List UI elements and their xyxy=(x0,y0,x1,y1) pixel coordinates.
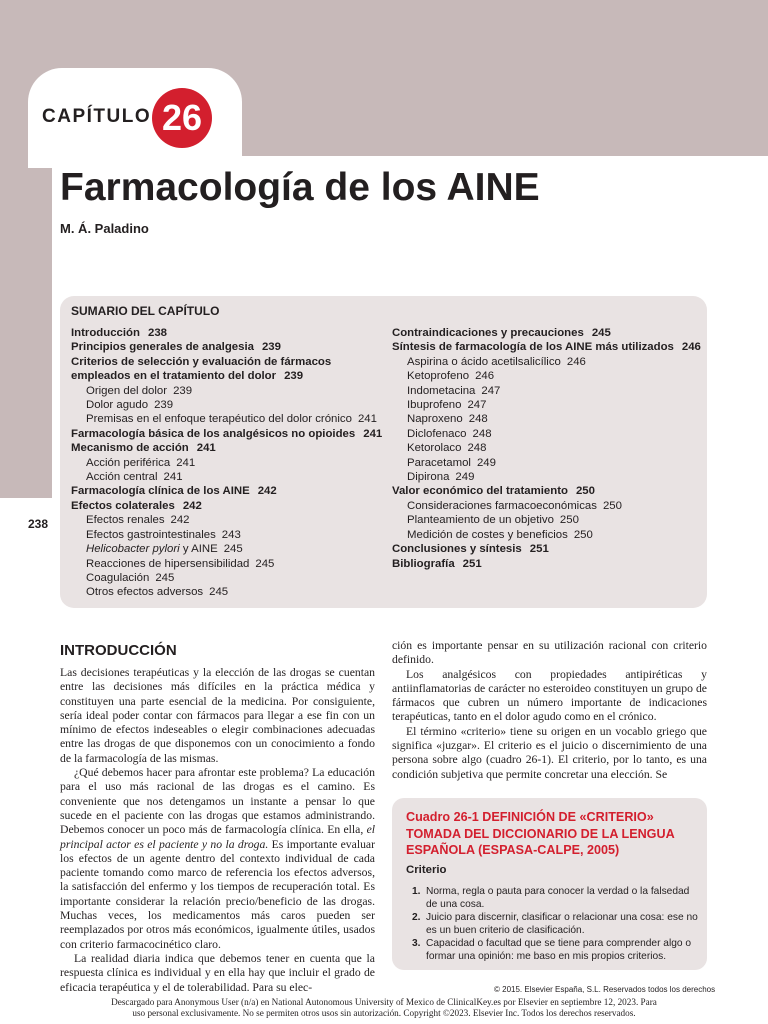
summary-entry-page: 239 xyxy=(284,370,304,383)
summary-entry-label: Farmacología básica de los analgésicos no opioides xyxy=(71,427,356,440)
summary-entry xyxy=(392,456,702,470)
summary-entry-page: 246 xyxy=(475,370,495,383)
summary-entry-label: Consideraciones farmacoeconómicas xyxy=(407,499,597,512)
summary-entry xyxy=(392,557,702,571)
summary-entry-label: Contraindicaciones y precauciones xyxy=(392,327,584,339)
summary-entry-label: Diclofenaco xyxy=(407,427,467,440)
summary-entry xyxy=(71,499,391,513)
summary-entry-label: Dolor agudo xyxy=(86,399,149,412)
chapter-number-badge: 26 xyxy=(152,88,212,148)
body-column-left xyxy=(60,666,375,995)
summary-entry xyxy=(392,326,702,340)
summary-entry-page: 246 xyxy=(566,355,586,368)
summary-entry-page: 245 xyxy=(255,557,275,570)
summary-entry-page: 241 xyxy=(363,427,383,440)
summary-entry xyxy=(392,513,702,527)
summary-entry-page: 246 xyxy=(681,341,701,354)
summary-entry xyxy=(392,441,702,455)
summary-entry-label: Helicobacter pylori y AINE xyxy=(86,543,218,556)
summary-entry-page: 241 xyxy=(176,456,196,469)
summary-entry-label: Indometacina xyxy=(407,384,476,397)
summary-entry xyxy=(392,542,702,556)
definition-item-number: 3. xyxy=(412,938,421,950)
summary-entry xyxy=(71,355,391,384)
paragraph: Las decisiones terapéuticas y la elección de las drogas se cuentan entre las decisiones más difíciles en la práctica médica y constituyen una parte esencial de la medicina. Por consiguiente, sería ideal poder contar con fármacos para llegar a ese fin con un mínimo de efectos indeseables o elegir combinaciones adecuadas entre las drogas de que disponemos con un conocimiento a fondo de la farmacología de las mismas. xyxy=(60,666,375,765)
summary-entry-page: 242 xyxy=(257,485,277,498)
summary-entry-page: 250 xyxy=(559,514,579,527)
paragraph: La realidad diaria indica que debemos tener en cuenta que la respuesta clínica es individual y en ella hay que incluir el grado de eficacia terapéutica y el de tolerabilidad. Para su elec- xyxy=(60,951,375,994)
summary-entry-page: 248 xyxy=(472,427,492,440)
definition-item-text: Norma, regla o pauta para conocer la verdad o la falsedad de una cosa. xyxy=(426,886,690,910)
emphasis: el principal actor es el paciente y no la droga. xyxy=(60,823,375,851)
summary-entry xyxy=(71,340,391,354)
summary-entry-page: 245 xyxy=(591,327,611,339)
chapter-title: Farmacología de los AINE xyxy=(60,166,540,209)
summary-entry xyxy=(71,571,391,585)
summary-entry-label: Medición de costes y beneficios xyxy=(407,528,568,541)
summary-entry-label: Otros efectos adversos xyxy=(86,586,204,599)
summary-entry xyxy=(71,427,391,441)
summary-entry-label: Mecanismo de acción xyxy=(71,442,189,455)
summary-entry-page: 247 xyxy=(467,399,487,412)
summary-entry-label: Introducción xyxy=(71,327,140,339)
summary-entry-page: 247 xyxy=(481,384,501,397)
summary-entry-label: Coagulación xyxy=(86,571,150,584)
box-subtitle: Criterio xyxy=(406,864,447,876)
summary-entry xyxy=(71,456,391,470)
summary-entry xyxy=(392,384,702,398)
summary-column-left xyxy=(71,326,391,600)
summary-entry xyxy=(71,542,391,556)
summary-entry-label: Principios generales de analgesia xyxy=(71,341,254,354)
definition-item-number: 1. xyxy=(412,886,421,897)
summary-entry xyxy=(71,470,391,484)
summary-entry-label: Paracetamol xyxy=(407,456,471,469)
summary-entry-page: 242 xyxy=(182,499,202,512)
section-heading-introduccion: INTRODUCCIÓN xyxy=(60,642,177,659)
summary-entry-label: Naproxeno xyxy=(407,413,463,426)
paragraph: ¿Qué debemos hacer para afrontar este problema? La educación para el uso más racional de las drogas es el camino. Es conveniente que nos detengamos un instante a pensar lo que sucede en el paciente con las drogas que estamos administrando. Debemos conocer un poco más de farmacología clínica. En ella, el principal actor es el paciente y no la droga. Es importante evaluar los efectos de un agente dentro del contexto individual de cada paciente tomando como marco de referencia los efectos adversos, la satisfacción del enfermo y los tiempos de recuperación total. Es importante considerar la relación precio/beneficio de las drogas. Muchas veces, los medicamentos más caros pueden ser reemplazados por otros más económicos, igualmente útiles, usados con criterio farmacocinético claro. xyxy=(60,766,375,951)
summary-entry-label: Premisas en el enfoque terapéutico del dolor crónico xyxy=(86,413,352,426)
definition-item-text: Juicio para discernir, clasificar o relacionar una cosa: ese no es un buen criterio de clasificación. xyxy=(426,912,698,936)
summary-entry-page: 248 xyxy=(467,442,487,455)
summary-entry xyxy=(71,384,391,398)
summary-entry xyxy=(392,398,702,412)
paragraph: El término «criterio» tiene su origen en un vocablo griego que significa «juzgar». El criterio es el juicio o discernimiento de una persona sobre algo (cuadro 26-1). El criterio, por lo tanto, es una condición subjetiva que permite concretar una elección. Se xyxy=(392,724,707,781)
summary-entry-page: 241 xyxy=(196,442,216,455)
summary-entry xyxy=(392,427,702,441)
paragraph: Los analgésicos con propiedades antipiréticas y antiinflamatorias de carácter no esteroideo constituyen un grupo de fármacos que cubren un número importante de indicaciones terapéuticas, tanto en el dolor agudo como en el crónico. xyxy=(392,667,707,724)
summary-entry-page: 250 xyxy=(573,528,593,541)
definition-item xyxy=(406,886,700,911)
summary-entry-label: Efectos gastrointestinales xyxy=(86,528,216,541)
summary-entry xyxy=(71,513,391,527)
definition-item xyxy=(406,938,700,963)
summary-entry-page: 250 xyxy=(575,485,595,498)
summary-entry-page: 241 xyxy=(357,413,377,426)
summary-entry-page: 242 xyxy=(170,514,190,527)
summary-entry-label: Farmacología clínica de los AINE xyxy=(71,485,250,498)
summary-entry-page: 239 xyxy=(154,399,174,412)
summary-entry-page: 239 xyxy=(261,341,281,354)
chapter-label: CAPÍTULO xyxy=(42,106,152,127)
body-column-right xyxy=(392,639,707,782)
summary-entry xyxy=(392,355,702,369)
summary-entry-label: Ketoprofeno xyxy=(407,370,470,383)
summary-entry xyxy=(392,470,702,484)
copyright-notice: © 2015. Elsevier España, S.L. Reservados todos los derechos xyxy=(494,985,716,994)
summary-entry-label: Dipirona xyxy=(407,471,450,484)
summary-entry-label: Origen del dolor xyxy=(86,384,168,397)
summary-entry-page: 250 xyxy=(602,499,622,512)
summary-entry-page: 251 xyxy=(462,557,482,570)
summary-entry xyxy=(392,484,702,498)
summary-heading: SUMARIO DEL CAPÍTULO xyxy=(71,304,220,318)
definition-item xyxy=(406,912,700,937)
summary-entry xyxy=(392,528,702,542)
summary-entry xyxy=(71,441,391,455)
summary-entry-label: Reacciones de hipersensibilidad xyxy=(86,557,250,570)
summary-entry xyxy=(71,398,391,412)
summary-entry-label: Planteamiento de un objetivo xyxy=(407,514,554,527)
summary-entry xyxy=(392,340,702,354)
summary-entry-page: 238 xyxy=(147,327,167,339)
definition-list xyxy=(406,886,700,965)
summary-entry-label: Valor económico del tratamiento xyxy=(392,485,568,498)
author: M. Á. Paladino xyxy=(60,221,149,236)
summary-entry-page: 249 xyxy=(476,456,496,469)
summary-entry-label: Síntesis de farmacología de los AINE más utilizados xyxy=(392,341,674,354)
summary-entry-page: 243 xyxy=(221,528,241,541)
summary-entry xyxy=(392,369,702,383)
summary-entry-label: Conclusiones y síntesis xyxy=(392,543,522,556)
summary-entry-label: Efectos colaterales xyxy=(71,499,175,512)
box-title: Cuadro 26-1 DEFINICIÓN DE «CRITERIO» TOMADA DEL DICCIONARIO DE LA LENGUA ESPAÑOLA (ESPASA-CALPE, 2005) xyxy=(406,810,675,857)
summary-entry-label: Aspirina o ácido acetilsalicílico xyxy=(407,355,561,368)
summary-entry xyxy=(71,326,391,340)
summary-entry xyxy=(71,585,391,599)
summary-entry xyxy=(71,528,391,542)
summary-entry-label: Criterios de selección y evaluación de fármacos empleados en el tratamiento del dolor xyxy=(71,355,332,383)
download-notice: Descargado para Anonymous User (n/a) en National Autonomous University of Mexico de ClinicalKey.es por Elsevier en septiembre 12, 2023. Para uso personal exclusivamente. No se permiten otros usos sin autorización. Copyright ©2023. Elsevier Inc. Todos los derechos reservados. xyxy=(111,997,657,1018)
summary-entry-label: Ibuprofeno xyxy=(407,399,462,412)
summary-entry xyxy=(71,412,391,426)
summary-entry-label: Acción periférica xyxy=(86,456,171,469)
summary-entry xyxy=(392,412,702,426)
summary-entry-page: 241 xyxy=(163,471,183,484)
summary-entry-page: 251 xyxy=(529,543,549,556)
summary-entry xyxy=(71,484,391,498)
summary-entry-label: Efectos renales xyxy=(86,514,165,527)
paragraph: ción es importante pensar en su utilización racional con criterio definido. xyxy=(392,639,707,667)
definition-box xyxy=(392,798,707,970)
summary-entry xyxy=(71,557,391,571)
summary-entry-page: 239 xyxy=(173,384,193,397)
summary-entry-page: 245 xyxy=(223,543,243,556)
summary-entry-page: 248 xyxy=(468,413,488,426)
summary-entry-page: 249 xyxy=(455,471,475,484)
summary-entry-page: 245 xyxy=(209,586,229,599)
summary-entry-page: 245 xyxy=(155,571,175,584)
summary-entry-label: Acción central xyxy=(86,471,158,484)
chapter-summary-panel xyxy=(60,296,707,608)
summary-entry-label: Bibliografía xyxy=(392,557,455,570)
summary-column-right xyxy=(392,326,702,571)
definition-item-number: 2. xyxy=(412,912,421,924)
page-number: 238 xyxy=(28,517,49,531)
summary-entry xyxy=(392,499,702,513)
definition-item-text: Capacidad o facultad que se tiene para comprender algo o formar una opinión: me baso en mis propios criterios. xyxy=(426,938,692,962)
summary-entry-label: Ketorolaco xyxy=(407,442,462,455)
